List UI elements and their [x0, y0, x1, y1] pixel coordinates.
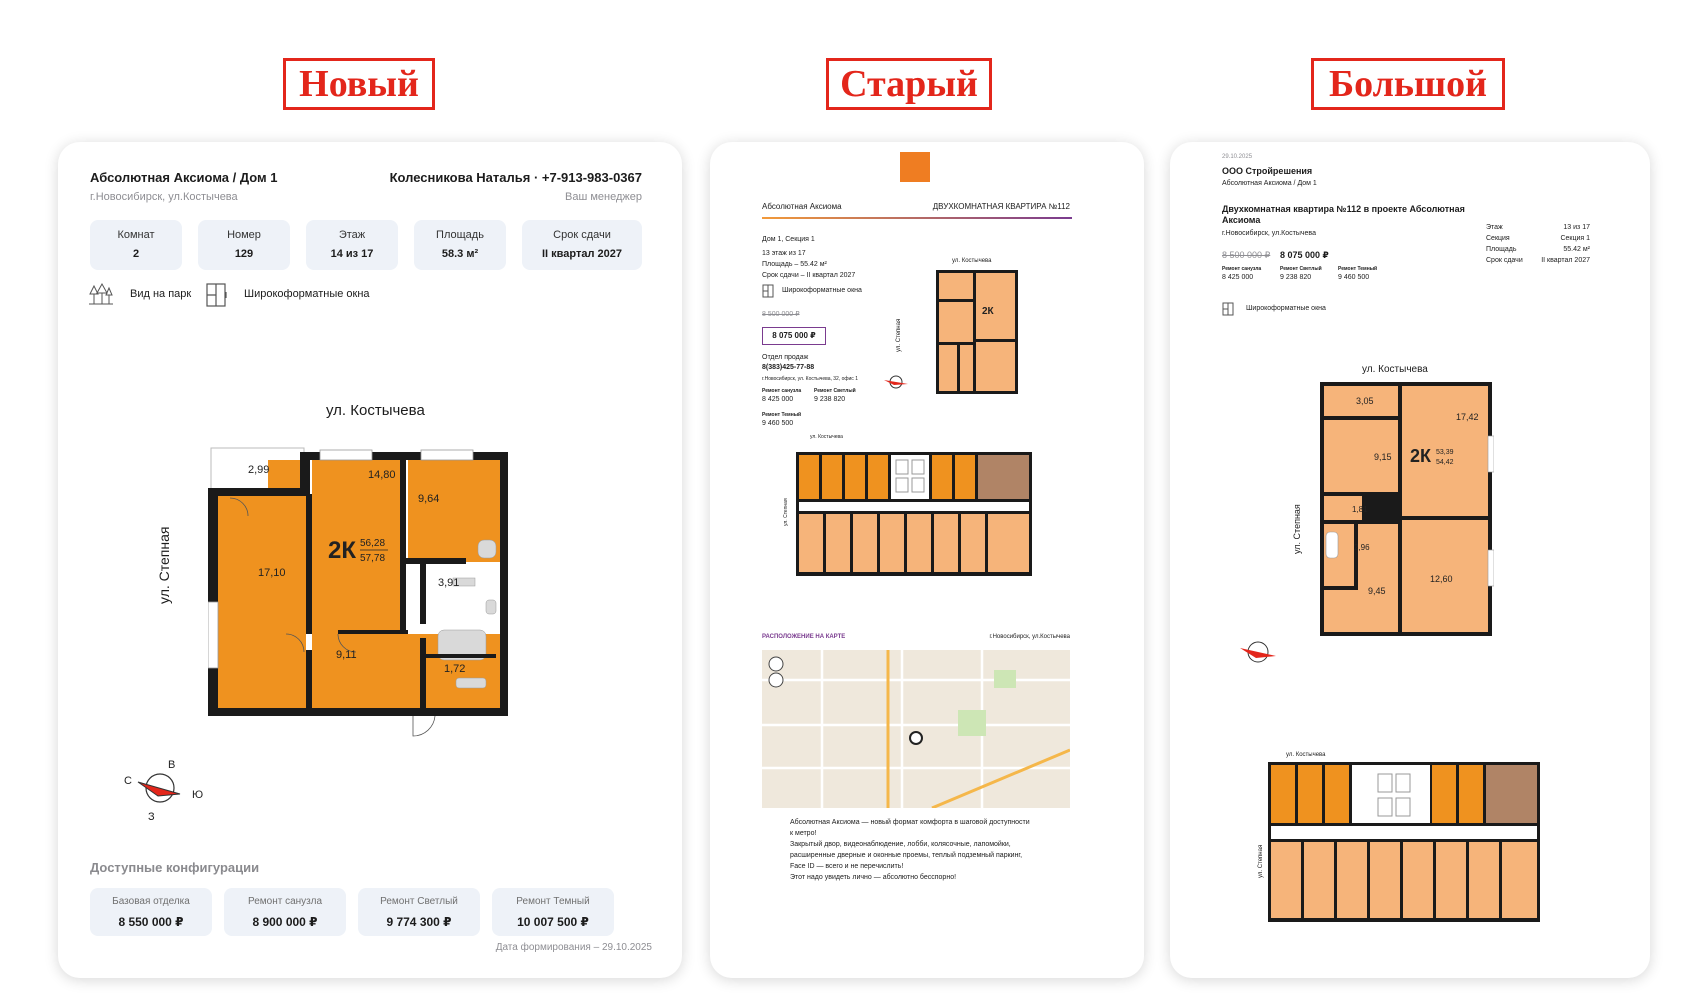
plan-street-left: ул. Степная	[896, 318, 902, 352]
room-area: 9,64	[418, 493, 440, 505]
stat-label: Площадь	[436, 229, 484, 241]
spec-label: Срок сдачи	[1486, 257, 1523, 264]
option-value: 9 460 500	[1338, 274, 1370, 281]
apartment-plan	[1318, 380, 1494, 638]
map-address: г.Новосибирск, ул.Костычева	[989, 634, 1070, 640]
option-label: Ремонт санузла	[1222, 266, 1262, 272]
deadline-info: Срок сдачи – II квартал 2027	[762, 272, 856, 279]
spec-value: 13 из 17	[1563, 224, 1590, 231]
room-area: 17,42	[1456, 412, 1479, 422]
generation-date: 29.10.2025	[1222, 154, 1253, 160]
label-new: Новый	[283, 58, 435, 110]
feature-windows: Широкоформатные окна	[1246, 305, 1326, 312]
feature-park: Вид на парк	[130, 288, 192, 300]
spec-label: Секция	[1486, 235, 1510, 242]
config-price: 8 900 000 ₽	[252, 915, 318, 929]
option-value: 9 460 500	[762, 420, 794, 427]
sales-address: г.Новосибирск, ул. Костычева, 32, офис 1	[762, 376, 858, 382]
apartment-plan	[208, 440, 548, 745]
location-map[interactable]	[762, 650, 1070, 808]
street-left-label: ул. Степная	[156, 526, 172, 604]
option-label: Ремонт Темный	[762, 412, 802, 418]
project-address: г.Новосибирск, ул.Костычева	[1222, 230, 1316, 237]
big-variant-card	[1170, 142, 1650, 978]
room-area: 3,91	[438, 577, 460, 589]
stat-value: 2	[132, 248, 140, 260]
config-option[interactable]	[358, 888, 480, 936]
street-top-label: ул. Костычева	[326, 402, 425, 419]
stat-value: II квартал 2027	[541, 248, 622, 260]
room-area: 12,60	[1430, 574, 1453, 584]
spec-value: II квартал 2027	[1541, 257, 1590, 264]
price: 8 075 000 ₽	[762, 327, 826, 345]
apartment-area-2: 54,42	[1436, 459, 1454, 466]
map-title: РАСПОЛОЖЕНИЕ НА КАРТЕ	[762, 634, 846, 640]
apartment-title: ДВУХКОМНАТНАЯ КВАРТИРА №112	[932, 202, 1070, 211]
compass-north: С	[124, 775, 132, 787]
stat-floor	[306, 220, 398, 270]
apartment-area-2: 57,78	[360, 553, 386, 564]
park-icon	[88, 282, 114, 308]
room-area: 9,15	[1374, 452, 1392, 462]
option-label: Ремонт Темный	[1338, 266, 1378, 272]
generation-date: Дата формирования – 29.10.2025	[495, 942, 652, 953]
stat-value: 129	[234, 248, 254, 260]
stat-deadline	[522, 220, 642, 270]
floor-plan	[796, 444, 1032, 584]
project-address: г.Новосибирск, ул.Костычева	[90, 191, 238, 203]
window-icon	[204, 282, 230, 308]
config-label: Базовая отделка	[112, 896, 190, 907]
config-label: Ремонт санузла	[247, 896, 323, 907]
compass-west: З	[148, 811, 155, 823]
price: 8 075 000 ₽	[1280, 250, 1329, 260]
description-line: расширенные дверные и оконные проемы, теплый подземный паркинг,	[790, 852, 1023, 859]
stat-number	[198, 220, 290, 270]
compass-icon	[118, 754, 208, 826]
manager-label: Ваш менеджер	[565, 191, 642, 203]
apartment-plan	[934, 268, 1020, 396]
old-variant-card	[710, 142, 1144, 978]
description-line: Абсолютная Аксиома — новый формат комфорта в шаговой доступности	[790, 819, 1030, 826]
description-line: к метро!	[790, 830, 817, 837]
sales-label: Отдел продаж	[762, 354, 809, 361]
config-option[interactable]	[224, 888, 346, 936]
apartment-area-1: 56,28	[360, 538, 386, 549]
description-line: Face ID — всего и не перечислить!	[790, 863, 904, 870]
plan-street-top: ул. Костычева	[952, 258, 992, 264]
room-area: 17,10	[258, 567, 286, 579]
compass-icon	[878, 370, 914, 394]
feature-windows: Широкоформатные окна	[782, 287, 862, 294]
new-variant-card	[58, 142, 682, 978]
project-title: Абсолютная Аксиома / Дом 1	[90, 170, 278, 185]
room-area: 14,80	[368, 469, 396, 481]
stat-label: Номер	[227, 229, 261, 241]
config-label: Ремонт Светлый	[380, 896, 458, 907]
plan-street-left: ул. Степная	[1292, 504, 1302, 554]
room-area: 2,96	[1354, 543, 1370, 552]
area-info: Площадь – 55.42 м²	[762, 261, 827, 268]
option-value: 8 425 000	[762, 396, 794, 403]
floor-street-left: ул. Степная	[783, 498, 789, 526]
manager-contact[interactable]: Колесникова Наталья · +7-913-983-0367	[389, 170, 642, 185]
room-area: 1,72	[444, 663, 466, 675]
description-line: Этот надо увидеть лично — абсолютно бесспорно!	[790, 874, 957, 881]
spec-label: Этаж	[1486, 224, 1503, 231]
stat-value: 14 из 17	[330, 248, 374, 260]
apartment-type: 2К	[328, 537, 356, 564]
apartment-title: Двухкомнатная квартира №112 в проекте Абсолютная Аксиома	[1222, 204, 1465, 225]
stat-area	[414, 220, 506, 270]
header-divider	[762, 217, 1072, 219]
old-price: 8 500 000 ₽	[762, 311, 800, 318]
floor-street-left: ул. Степная	[1258, 844, 1264, 878]
spec-value: 55.42 м²	[1563, 246, 1590, 253]
option-value: 9 238 820	[814, 396, 846, 403]
floor-plan	[1268, 762, 1540, 930]
apartment-type: 2К	[1410, 446, 1431, 466]
window-icon	[762, 284, 776, 298]
window-icon	[1222, 302, 1236, 316]
option-label: Ремонт Светлый	[814, 388, 856, 394]
company-subtitle: Абсолютная Аксиома / Дом 1	[1222, 180, 1317, 187]
room-area: 9,11	[336, 649, 357, 661]
logo	[900, 152, 930, 182]
config-option[interactable]	[492, 888, 614, 936]
old-price: 8 500 000 ₽	[1222, 250, 1271, 260]
config-price: 9 774 300 ₽	[386, 915, 452, 929]
spec-value: Секция 1	[1560, 235, 1590, 242]
option-label: Ремонт санузла	[762, 388, 802, 394]
room-area: 2,99	[248, 464, 270, 476]
sales-phone[interactable]: 8(383)425-77-88	[762, 364, 815, 371]
description-line: Закрытый двор, видеонаблюдение, лобби, колясочные, лапомойки,	[790, 841, 1011, 848]
spec-label: Площадь	[1486, 246, 1517, 253]
room-area: 1,81	[1352, 505, 1368, 514]
plan-street-top: ул. Костычева	[1362, 364, 1428, 375]
house-section: Дом 1, Секция 1	[762, 236, 815, 243]
compass-icon	[1230, 628, 1290, 676]
room-area: 3,05	[1356, 396, 1374, 406]
config-price: 8 550 000 ₽	[118, 915, 184, 929]
label-old: Старый	[826, 58, 992, 110]
apartment-area-1: 53,39	[1436, 449, 1454, 456]
stat-label: Этаж	[338, 229, 366, 241]
label-big: Большой	[1311, 58, 1505, 110]
feature-windows: Широкоформатные окна	[244, 288, 370, 300]
company-name: ООО Стройрешения	[1222, 166, 1313, 176]
option-label: Ремонт Светлый	[1280, 266, 1322, 272]
stat-label: Срок сдачи	[553, 229, 611, 241]
floor-street-top: ул. Костычева	[810, 434, 843, 440]
stat-rooms	[90, 220, 182, 270]
floor-street-top: ул. Костычева	[1286, 752, 1326, 758]
floor-info: 13 этаж из 17	[762, 250, 806, 257]
config-price: 10 007 500 ₽	[517, 915, 589, 929]
apartment-type: 2К	[982, 306, 994, 317]
option-value: 9 238 820	[1280, 274, 1312, 281]
config-label: Ремонт Темный	[516, 896, 590, 907]
room-area: 9,45	[1368, 586, 1386, 596]
config-option[interactable]	[90, 888, 212, 936]
compass-south: Ю	[192, 789, 204, 801]
compass-east: В	[168, 759, 176, 771]
stat-label: Комнат	[117, 229, 155, 241]
stat-value: 58.3 м²	[441, 248, 479, 260]
option-value: 8 425 000	[1222, 274, 1254, 281]
project-title: Абсолютная Аксиома	[762, 202, 842, 211]
configs-title: Доступные конфигурации	[90, 860, 260, 875]
